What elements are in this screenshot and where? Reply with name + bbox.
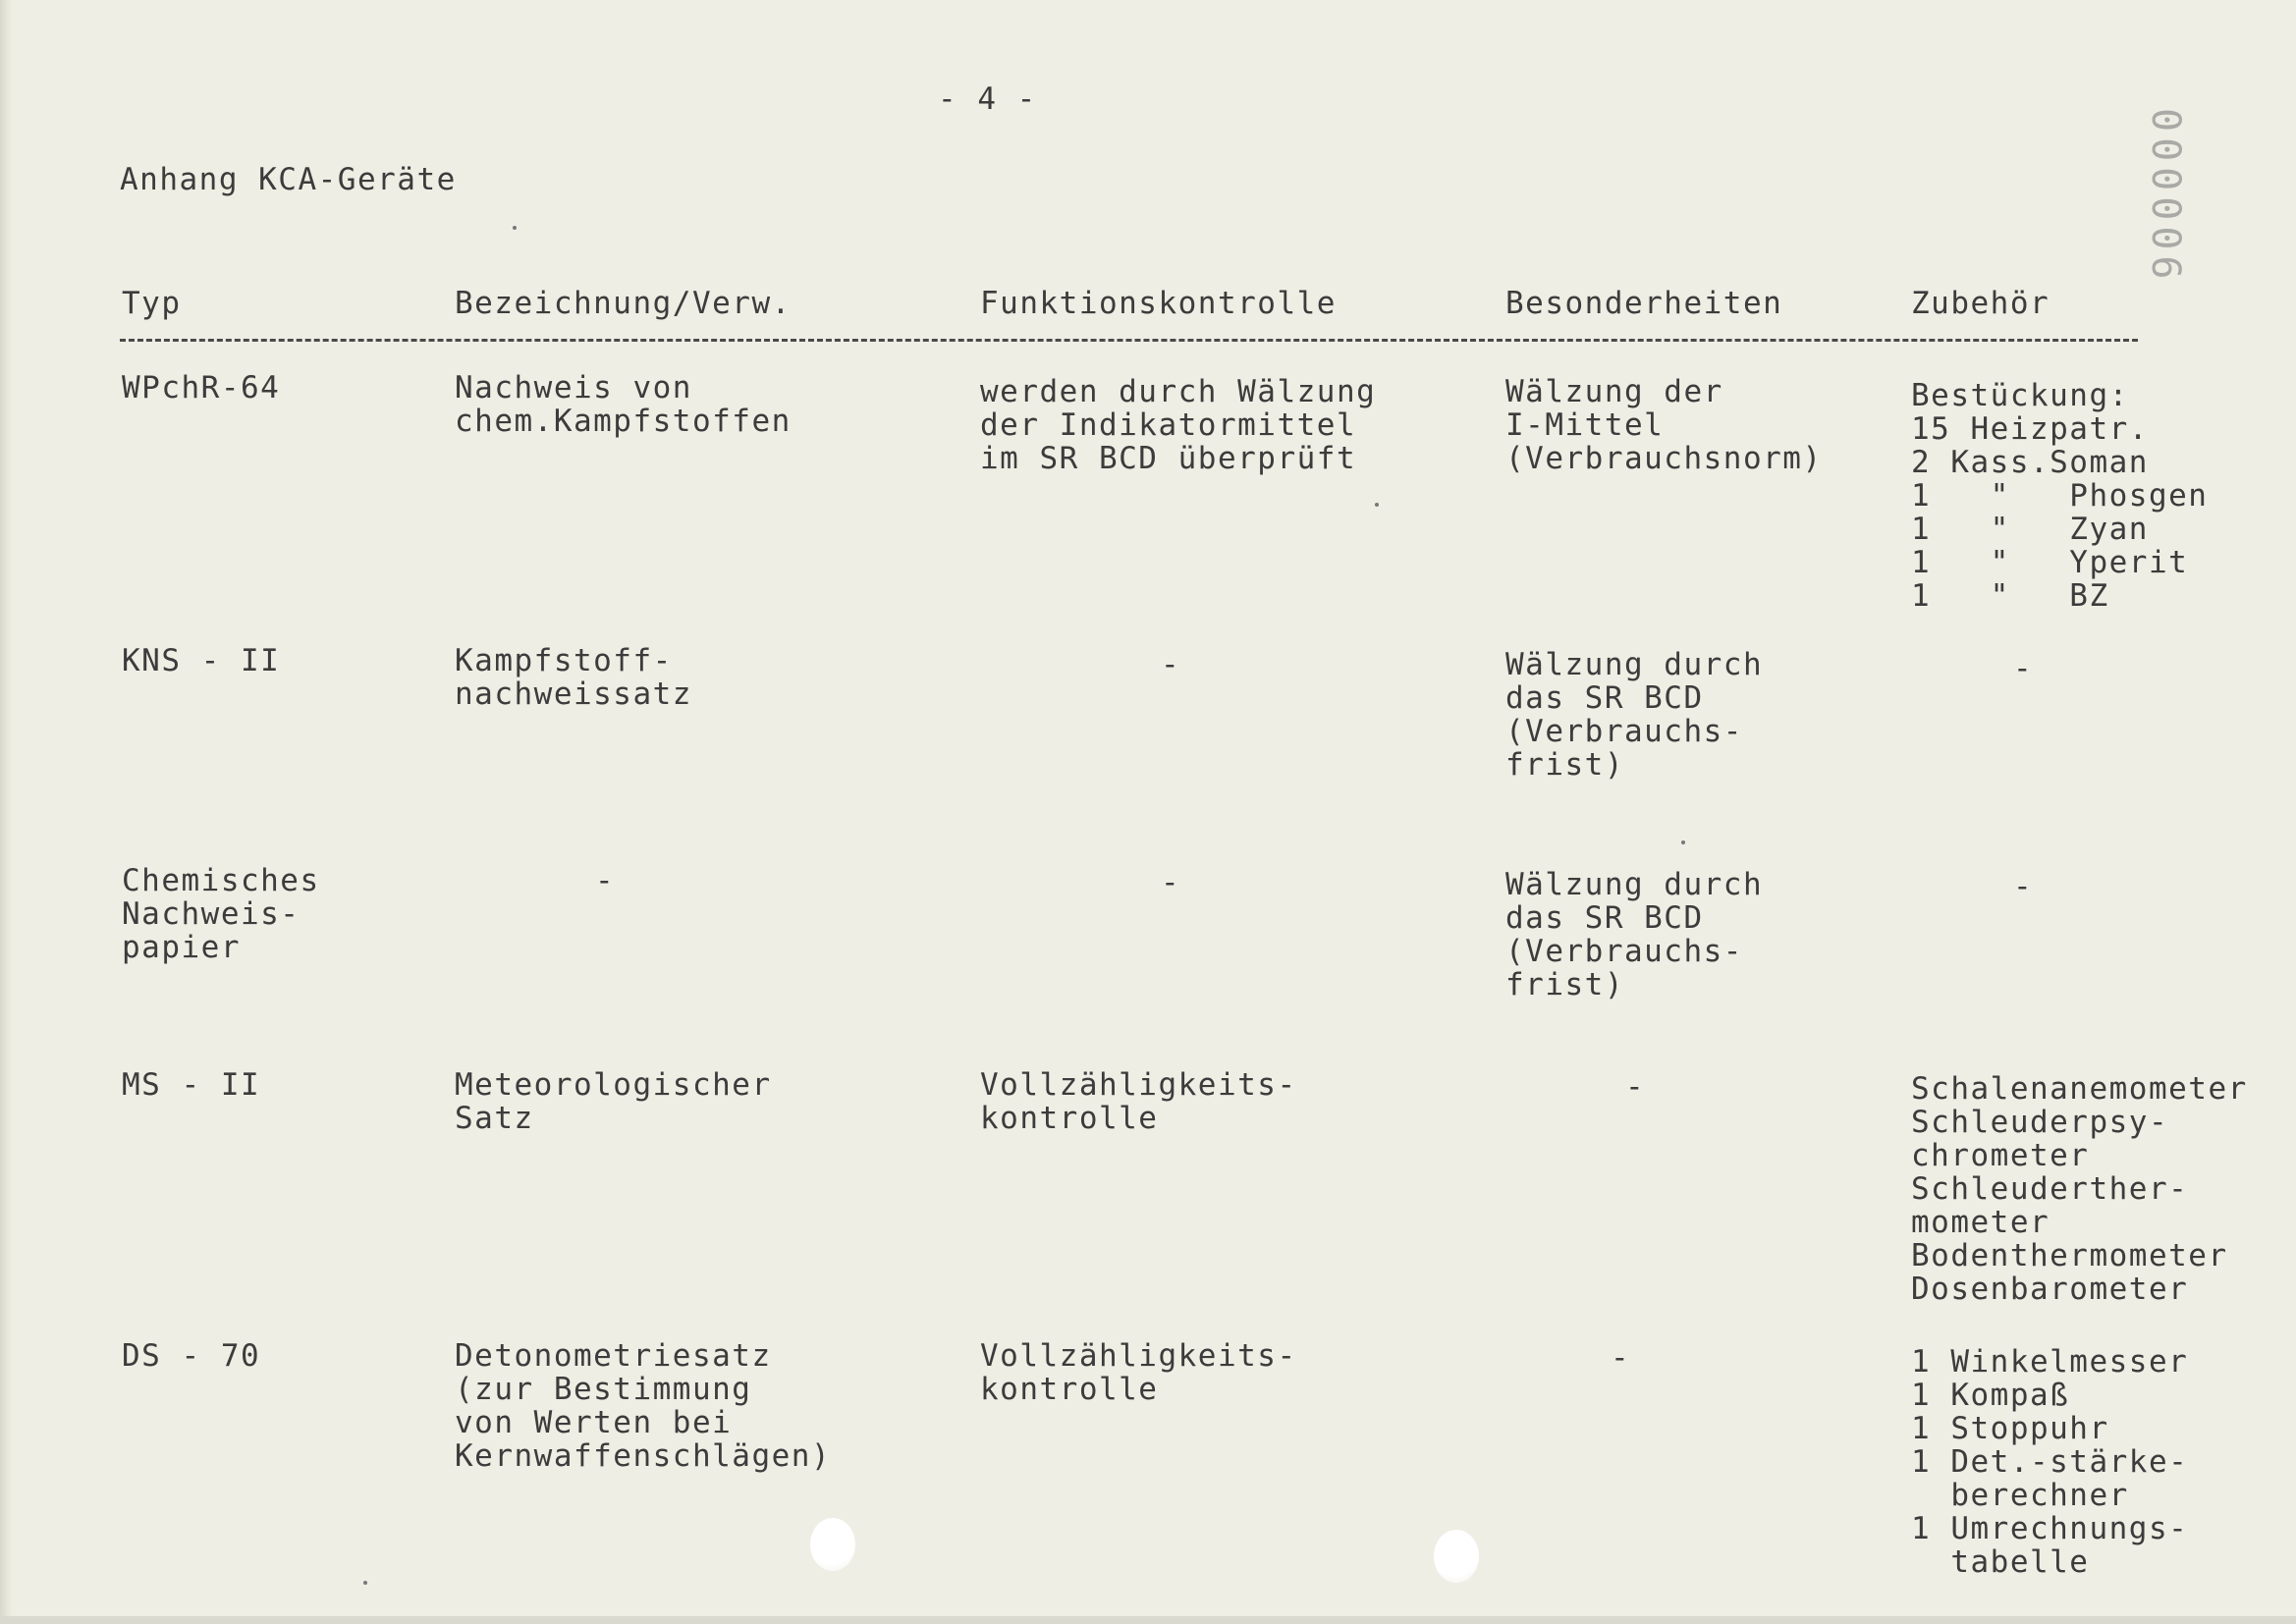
row-5-bezeichnung: Detonometriesatz (zur Bestimmung von Werten bei Kernwaffenschlägen) [455, 1338, 832, 1474]
row-4-typ: MS - II [122, 1067, 261, 1103]
column-header-bezeichnung: Bezeichnung/Verw. [455, 286, 792, 321]
ink-speck [363, 1581, 367, 1585]
ink-speck [513, 226, 517, 230]
column-header-funktionskontrolle: Funktionskontrolle [980, 286, 1337, 321]
row-1-bezeichnung: Nachweis von chem.Kampfstoffen [455, 370, 792, 439]
punch-hole [810, 1518, 855, 1571]
row-1-typ: WPchR-64 [122, 370, 281, 406]
punch-hole [1434, 1530, 1479, 1583]
header-rule [120, 339, 2138, 342]
ink-speck [1375, 503, 1379, 507]
row-3-typ: Chemisches Nachweis- papier [122, 863, 320, 965]
row-3-besonderheiten: Wälzung durch das SR BCD (Verbrauchs- frist) [1505, 867, 1764, 1002]
row-4-bezeichnung: Meteorologischer Satz [455, 1067, 772, 1136]
column-header-besonderheiten: Besonderheiten [1505, 286, 1783, 321]
document-heading: Anhang KCA-Geräte [120, 162, 457, 197]
row-5-zubehoer: 1 Winkelmesser 1 Kompaß 1 Stoppuhr 1 Det.-stärke- berechner 1 Umrechnungs- tabelle [1911, 1344, 2189, 1580]
row-2-funktionskontrolle: - [1161, 647, 1181, 682]
page-number: - 4 - [938, 81, 1037, 117]
row-3-bezeichnung: - [595, 863, 616, 898]
row-3-zubehoer: - [2013, 869, 2034, 904]
paper-bottom-edge [0, 1616, 2296, 1624]
row-2-zubehoer: - [2013, 651, 2034, 686]
paper-edge [0, 0, 12, 1624]
column-header-zubehoer: Zubehör [1911, 286, 2050, 321]
row-2-typ: KNS - II [122, 643, 281, 678]
row-1-besonderheiten: Wälzung der I-Mittel (Verbrauchsnorm) [1505, 374, 1823, 476]
row-5-funktionskontrolle: Vollzähligkeits- kontrolle [980, 1338, 1297, 1407]
row-1-funktionskontrolle: werden durch Wälzung der Indikatormittel im SR BCD überprüft [980, 374, 1377, 476]
ink-speck [1681, 840, 1685, 844]
row-2-bezeichnung: Kampfstoff- nachweissatz [455, 643, 692, 712]
row-2-besonderheiten: Wälzung durch das SR BCD (Verbrauchs- frist) [1505, 647, 1764, 783]
archive-number-stamp: 000006 [2143, 108, 2188, 286]
row-4-funktionskontrolle: Vollzähligkeits- kontrolle [980, 1067, 1297, 1136]
row-1-zubehoer: Bestückung: 15 Heizpatr. 2 Kass.Soman 1 " Phosgen 1 " Zyan 1 " Yperit 1 " BZ [1911, 378, 2209, 614]
row-3-funktionskontrolle: - [1161, 865, 1181, 900]
row-4-besonderheiten: - [1625, 1069, 1646, 1105]
row-5-typ: DS - 70 [122, 1338, 261, 1374]
row-4-zubehoer: Schalenanemometer Schleuderpsy- chrometer Schleuderther- mometer Bodenthermometer Dosenbarometer [1911, 1071, 2248, 1307]
column-header-typ: Typ [122, 286, 182, 321]
row-5-besonderheiten: - [1611, 1340, 1631, 1376]
